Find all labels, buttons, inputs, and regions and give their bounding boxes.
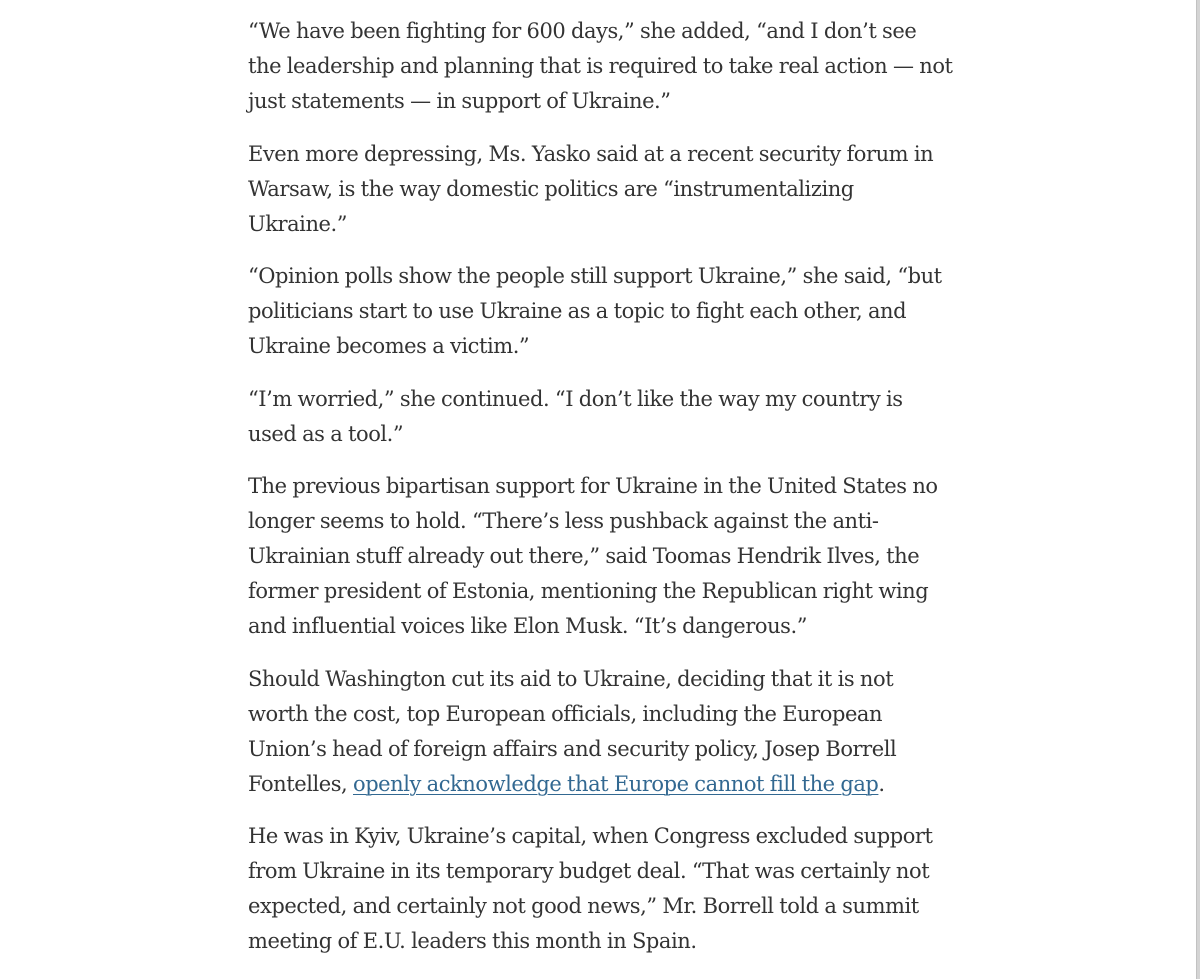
story-paragraph: The previous bipartisan support for Ukraine in the United States no longer seems to hold. “There’s less pushback against the anti-Ukrainian stuff already out there,” said Toomas Hendrik Ilves, the former president of Estonia, mentioning the Republican right wing and influential voices like Elon Musk. “It’s dangerous.” [248,474,938,638]
story-paragraph: “I’m worried,” she continued. “I don’t like the way my country is used as a tool.” [248,386,903,446]
story-paragraph: “We have been fighting for 600 days,” she added, “and I don’t see the leadership and planning that is required to take real action — not just statements — in support of Ukraine.” [248,19,953,113]
scrollbar[interactable] [1196,0,1200,979]
story-paragraph: Even more depressing, Ms. Yasko said at a recent security forum in Warsaw, is the way domestic politics are “instrumentalizing Ukraine.” [248,141,934,236]
paragraph-text-after-link: . [878,771,885,796]
story-paragraph: “Opinion polls show the people still support Ukraine,” she said, “but politicians start to use Ukraine as a topic to fight each other, and Ukraine becomes a victim.” [248,264,942,358]
story-paragraph: He was in Kyiv, Ukraine’s capital, when Congress excluded support from Ukraine in its temporary budget deal. “That was certainly not expected, and certainly not good news,” Mr. Borrell told a summit meeting of E.U. leaders this month in Spain. [248,824,933,953]
story-paragraph-with-link [248,662,953,802]
inline-article-link[interactable]: openly acknowledge that Europe cannot fill the gap [353,771,879,796]
paragraph-text-before-link: Should Washington cut its aid to Ukraine, deciding that it is not worth the cost, top European officials, including the European Union’s head of foreign affairs and security policy, Josep Borrell Fontelles, [248,666,897,796]
article-body [248,14,953,977]
